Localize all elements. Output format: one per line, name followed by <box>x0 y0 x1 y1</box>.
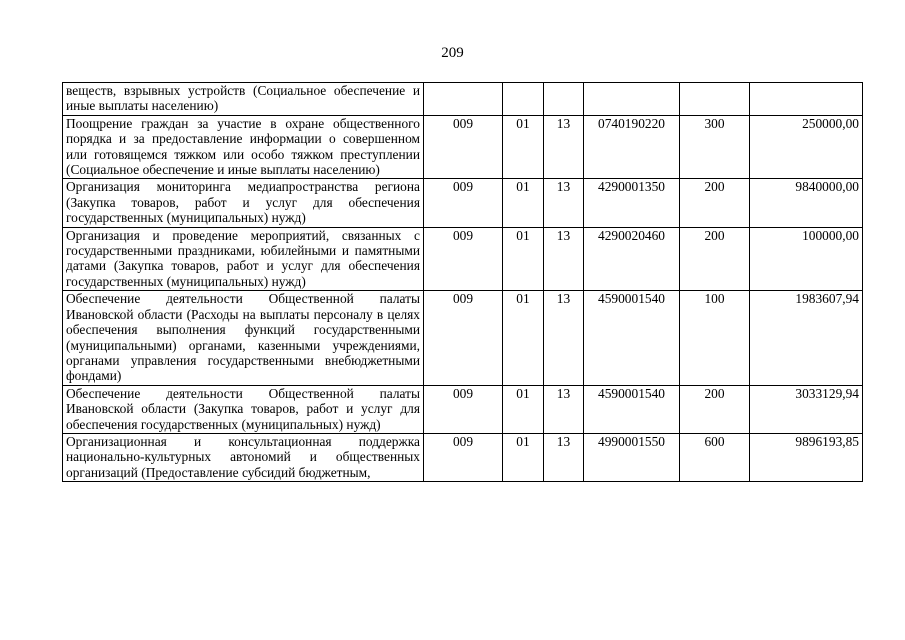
section-cell: 01 <box>503 433 544 481</box>
amount-cell: 1983607,94 <box>750 291 863 385</box>
grbs-cell: 009 <box>424 291 503 385</box>
target-article-cell: 0740190220 <box>584 115 680 179</box>
grbs-cell: 009 <box>424 385 503 433</box>
section-cell: 01 <box>503 115 544 179</box>
amount-cell: 250000,00 <box>750 115 863 179</box>
subsection-cell: 13 <box>544 115 584 179</box>
target-article-cell: 4590001540 <box>584 291 680 385</box>
row-name-cell: Организация и проведение мероприятий, связанных с государственными праздниками, юбилейными и памятными датами (Закупка товаров, работ и услуг для обеспечения государственных (муниципальных) нужд) <box>63 227 424 291</box>
subsection-cell: 13 <box>544 433 584 481</box>
expense-type-cell: 600 <box>680 433 750 481</box>
target-article-cell: 4990001550 <box>584 433 680 481</box>
amount-cell: 100000,00 <box>750 227 863 291</box>
grbs-cell: 009 <box>424 433 503 481</box>
page-number: 209 <box>441 45 464 61</box>
grbs-cell: 009 <box>424 115 503 179</box>
target-article-cell: 4290020460 <box>584 227 680 291</box>
subsection-cell: 13 <box>544 227 584 291</box>
budget-table <box>62 82 863 482</box>
subsection-cell: 13 <box>544 291 584 385</box>
table-row <box>63 433 863 481</box>
grbs-cell <box>424 83 503 116</box>
amount-cell <box>750 83 863 116</box>
target-article-cell: 4590001540 <box>584 385 680 433</box>
amount-cell: 9896193,85 <box>750 433 863 481</box>
target-article-cell: 4290001350 <box>584 179 680 227</box>
grbs-cell: 009 <box>424 227 503 291</box>
row-name-cell: Обеспечение деятельности Общественной палаты Ивановской области (Закупка товаров, работ и услуг для обеспечения государственных (муниципальных) нужд) <box>63 385 424 433</box>
section-cell: 01 <box>503 179 544 227</box>
row-name-cell: Обеспечение деятельности Общественной палаты Ивановской области (Расходы на выплаты персоналу в целях обеспечения выполнения функций государственными (муниципальными) органами, казенными учреждениями, органами управления государственными внебюджетными фондами) <box>63 291 424 385</box>
grbs-cell: 009 <box>424 179 503 227</box>
subsection-cell: 13 <box>544 179 584 227</box>
expense-type-cell: 200 <box>680 385 750 433</box>
subsection-cell: 13 <box>544 385 584 433</box>
row-name-cell: веществ, взрывных устройств (Социальное обеспечение и иные выплаты населению) <box>63 83 424 116</box>
table-row <box>63 385 863 433</box>
table-row <box>63 115 863 179</box>
table-row <box>63 83 863 116</box>
row-name-cell: Организация мониторинга медиапространства региона (Закупка товаров, работ и услуг для обеспечения государственных (муниципальных) нужд) <box>63 179 424 227</box>
target-article-cell <box>584 83 680 116</box>
table-row <box>63 291 863 385</box>
amount-cell: 9840000,00 <box>750 179 863 227</box>
table-row <box>63 227 863 291</box>
expense-type-cell <box>680 83 750 116</box>
expense-type-cell: 200 <box>680 179 750 227</box>
section-cell: 01 <box>503 291 544 385</box>
subsection-cell <box>544 83 584 116</box>
section-cell: 01 <box>503 385 544 433</box>
expense-type-cell: 100 <box>680 291 750 385</box>
amount-cell: 3033129,94 <box>750 385 863 433</box>
expense-type-cell: 300 <box>680 115 750 179</box>
row-name-cell: Поощрение граждан за участие в охране общественного порядка и за предоставление информации о совершенном или готовящемся тяжком или особо тяжком преступлении (Социальное обеспечение и иные выплаты населению) <box>63 115 424 179</box>
table-row <box>63 179 863 227</box>
row-name-cell: Организационная и консультационная поддержка национально-культурных автономий и общественных организаций (Предоставление субсидий бюджетным, <box>63 433 424 481</box>
section-cell: 01 <box>503 227 544 291</box>
expense-type-cell: 200 <box>680 227 750 291</box>
section-cell <box>503 83 544 116</box>
